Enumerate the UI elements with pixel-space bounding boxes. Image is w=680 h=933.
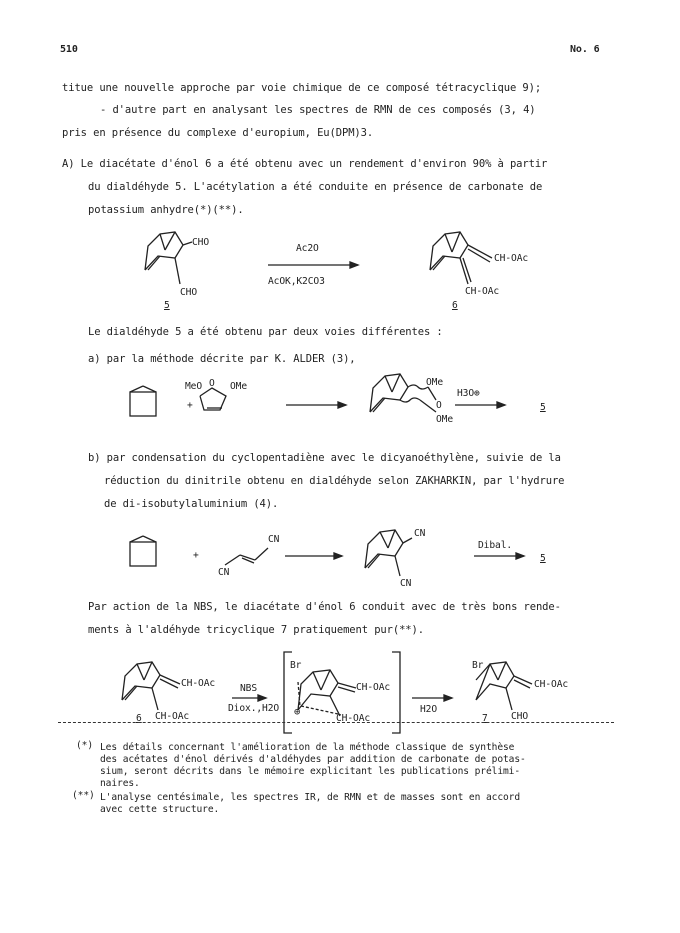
diacetate-6 [430,232,492,284]
nbs-line-1: Par action de la NBS, le diacétate d'énol 6 conduit avec de très bons rende- [88,601,561,613]
issue-number: No. 6 [570,44,600,55]
footnote-divider [58,722,614,723]
scheme1-reagent-top: Ac2O [296,243,319,254]
route-b-cn-top: CN [268,534,280,545]
scheme1-reagent-bottom: AcOK,K2CO3 [268,276,325,287]
intro-line-2: - d'autre part en analysant les spectres de RMN de ces composés (3, 4) [100,104,536,116]
section-a-line-1: A) Le diacétate d'énol 6 a été obtenu avec un rendement d'environ 90% à partir [62,158,548,170]
scheme3-inter-bottom: CH-OAc [336,713,371,724]
scheme3-reagent-top: NBS [240,683,258,694]
footnote-1-line-4: naires. [100,778,140,789]
scheme3-compound-6: 6 [136,713,142,724]
route-b-line-3: de di-isobutylaluminium (4). [104,498,279,510]
route-a-ring-o: O [209,378,215,389]
bracket-right [392,652,400,733]
footnote-1-line-3: sium, seront décrits dans le mémoire explicitant les publications prélimi- [100,766,521,777]
section-a-line-2: du dialdéhyde 5. L'acétylation a été conduite en présence de carbonate de [88,181,543,193]
scheme3-prod-bottom: CHO [511,711,529,722]
route-a-prod-ome-top: OMe [426,377,444,388]
scheme1-compound-6: 6 [452,300,458,311]
dicyano-norbornene [365,530,412,576]
route-b-line-2: réduction du dinitrile obtenu en dialdéhyde selon ZAKHARKIN, par l'hydrure [104,475,565,487]
scheme3-start-top: CH-OAc [181,678,216,689]
dialdehyde-paragraph: Le dialdéhyde 5 a été obtenu par deux voies différentes : [88,326,443,338]
footnote-1-line-1: Les détails concernant l'amélioration de la méthode classique de synthèse [100,742,515,753]
scheme3-reagent-bottom: Diox.,H2O [228,703,280,714]
scheme1-compound-5: 5 [164,300,170,311]
route-a-reagent: H3O⊕ [457,388,480,399]
scheme1-product-top: CH-OAc [494,253,529,264]
route-a-product-5: 5 [540,402,546,413]
intro-line-3: pris en présence du complexe d'europium, Eu(DPM)3. [62,127,374,139]
route-a-meo: MeO [185,381,203,392]
scheme1-cho-bottom: CHO [180,287,198,298]
route-b-line-1: b) par condensation du cyclopentadiène avec le dicyanoéthylène, suivie de la [88,452,561,464]
footnote-2-line-2: avec cette structure. [100,804,220,815]
route-b-prod-cn-top: CN [414,528,426,539]
route-b-cn-bottom: CN [218,567,230,578]
diacetate-6-scheme3 [122,662,180,710]
scheme3-start-bottom: CH-OAc [155,711,190,722]
scheme3-reagent2: H2O [420,704,438,715]
route-a-prod-o: O [436,400,442,411]
scheme1-cho-top: CHO [192,237,210,248]
scheme3-compound-7: 7 [482,713,488,724]
section-a-line-3: potassium anhydre(*)(**). [88,204,244,216]
nbs-line-2: ments à l'aldéhyde tricyclique 7 pratiquement pur(**). [88,624,424,636]
footnote-mark-1: (*) [76,740,94,751]
norbornene-dialdehyde-5 [145,232,192,284]
scheme3-prod-top: CH-OAc [534,679,569,690]
footnote-1-line-2: des acétates d'énol dérivés d'aldéhydes par addition de carbonate de potas- [100,754,526,765]
scheme3-inter-br: Br [290,660,302,671]
route-a-prod-ome-bottom: OMe [436,414,454,425]
scheme3-inter-top: CH-OAc [356,682,391,693]
route-b-reagent: Dibal. [478,540,513,551]
cyclopentadiene-a [130,386,156,416]
dimethoxy-dihydrofuran [200,388,226,410]
scheme3-charge: ⊕ [294,706,301,718]
page-number: 510 [60,44,78,55]
bromonium-intermediate [298,670,356,716]
tricyclic-aldehyde-7 [476,662,532,710]
route-a-plus: + [187,400,193,411]
route-b-product-5: 5 [540,553,546,564]
footnote-mark-2: (**) [72,790,95,801]
route-a-text: a) par la méthode décrite par K. ALDER (3), [88,353,356,365]
route-b-prod-cn-bottom: CN [400,578,412,589]
footnote-2-line-1: L'analyse centésimale, les spectres IR, de RMN et de masses sont en accord [100,792,521,803]
dicyanoethylene [225,548,268,565]
scheme1-product-bottom: CH-OAc [465,286,500,297]
intro-line-1: titue une nouvelle approche par voie chimique de ce composé tétracyclique 9); [62,82,542,94]
route-a-ome: OMe [230,381,248,392]
scheme3-prod-br: Br [472,660,484,671]
route-b-plus: + [193,550,199,561]
cyclopentadiene-b [130,536,156,566]
